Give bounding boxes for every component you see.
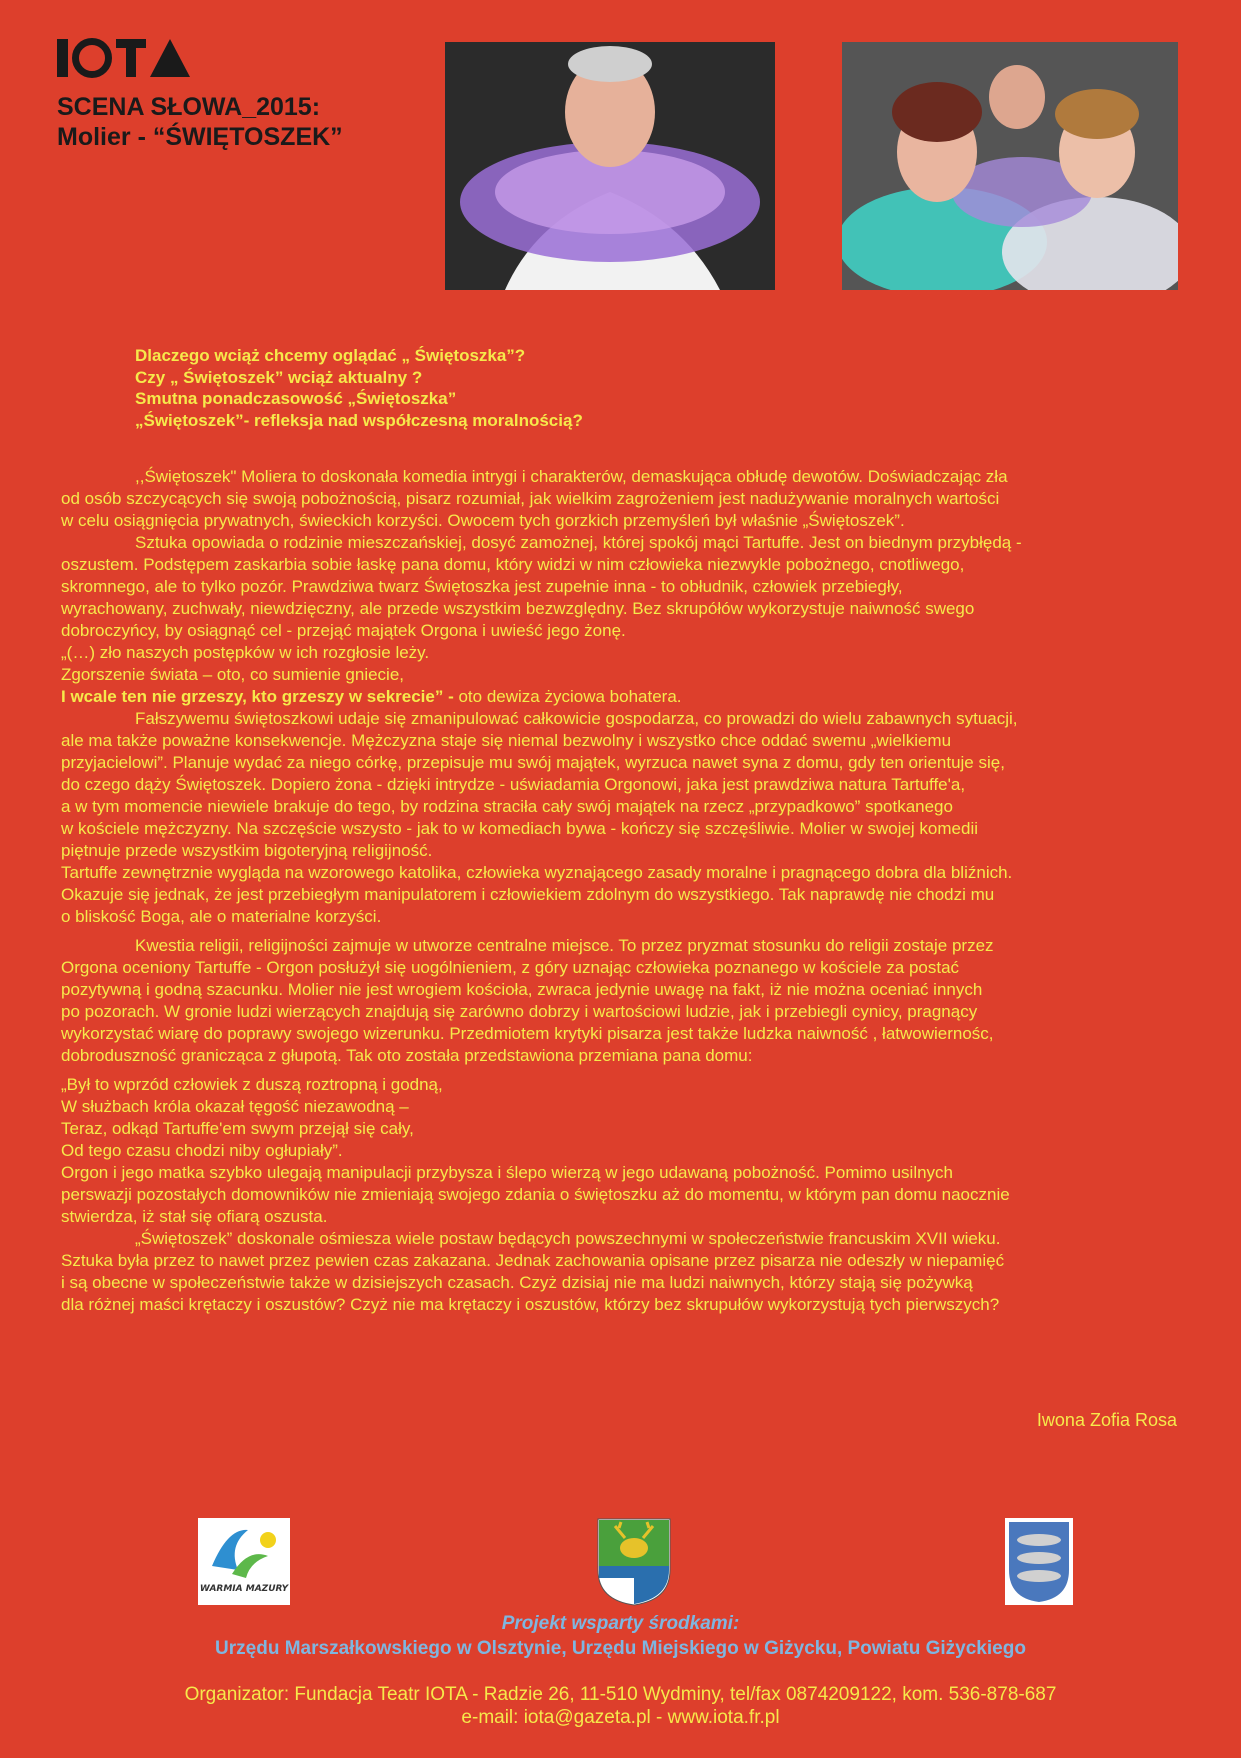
body-line: przyjacielowi”. Planuje wydać za niego córkę, przepisuje mu swój majątek, wyrzuca nawet syna z domu, gdy ten orientuje się, [61, 753, 1005, 772]
photo-actors-group [842, 42, 1178, 290]
organizer-line: Organizator: Fundacja Teatr IOTA - Radzie 26, 11-510 Wydminy, tel/fax 0874209122, kom. 536-878-687 [184, 1684, 1057, 1705]
title-line-1: SCENA SŁOWA_2015: [57, 93, 321, 121]
body-line: Tartuffe zewnętrznie wygląda na wzorowego katolika, człowieka wyznającego zasady moralne i pragnącego dobra dla bliźnich. [61, 863, 1013, 882]
contact-line: e-mail: iota@gazeta.pl - www.iota.fr.pl [461, 1707, 780, 1728]
motto-tail: oto dewiza życiowa bohatera. [453, 687, 682, 706]
body-line: „(…) zło naszych postępków w ich rozgłosie leży. [61, 643, 430, 662]
body-line: oszustem. Podstępem zaskarbia sobie łaskę pana domu, który widzi w nim człowieka niezwykle pobożnego, cnotliwego, [61, 555, 965, 574]
body-line: od osób szczycących się swoją pobożnością, pisarz rozumiał, jak wielkim zagrożeniem jest nadużywanie moralnych wartości [61, 489, 1000, 508]
motto-quote: I wcale ten nie grzeszy, kto grzeszy w sekrecie” - [61, 687, 454, 706]
body-line: i są obecne w społeczeństwie także w dzisiejszych czasach. Czyż dzisiaj nie ma ludzi naiwnych, którzy stają się pożywką [61, 1273, 973, 1292]
page-title [57, 92, 343, 152]
warmia-mazury-logo [198, 1518, 290, 1605]
body-line-motto [61, 686, 1181, 708]
support-title: Projekt wsparty środkami: [501, 1613, 740, 1634]
body-line: ale ma także poważne konsekwencje. Mężczyzna staje się niemal bezwolny i wszystko chce oddać swemu „wielkiemu [61, 731, 952, 750]
powiat-gizycki-coat-of-arms [1005, 1518, 1073, 1605]
iota-logo [57, 38, 190, 78]
body-line: wykorzystać wiarę do poprawy swojego wizerunku. Przedmiotem krytyki pisarza jest także ludzka naiwność , łatwowiernośc, [61, 1024, 994, 1043]
body-line: w celu osiągnięcia prywatnych, świeckich korzyści. Owocem tych gorzkich przemyśleń był właśnie „Świętoszek”. [61, 511, 905, 530]
body-line: Kwestia religii, religijności zajmuje w utworze centralne miejsce. To przez pryzmat stosunku do religii zostaje przez [135, 936, 994, 955]
body-line: Okazuje się jednak, że jest przebiegłym manipulatorem i człowiekiem zdolnym do wszystkiego. Tak naprawdę nie chodzi mu [61, 885, 995, 904]
body-line: dobroczyńcy, by osiągnąć cel - przejąć majątek Orgona i uwieść jego żonę. [61, 621, 626, 640]
body-line: dobroduszność granicząca z głupotą. Tak oto została przedstawiona przemiana pana domu: [61, 1046, 753, 1065]
body-line: a w tym momencie niewiele brakuje do tego, by rodzina straciła cały swój majątek na rzecz „przypadkowo” spotkanego [61, 797, 953, 816]
gizycko-coat-of-arms [597, 1518, 671, 1606]
question: „Świętoszek”- refleksja nad współczesną moralnością? [135, 410, 583, 430]
body-line: Od tego czasu chodzi niby ogłupiały”. [61, 1141, 343, 1160]
body-line: Orgona oceniony Tartuffe - Orgon posłużył się uogólnieniem, z góry uznając człowieka poznanego w kościele za postać [61, 958, 960, 977]
body-line: Sztuka opowiada o rodzinie mieszczańskiej, dosyć zamożnej, której spokój mąci Tartuffe. Jest on biednym przybłędą - [135, 533, 1022, 552]
question: Czy „ Świętoszek” wciąż aktualny ? [135, 367, 423, 387]
body-line: wyrachowany, zuchwały, niewdzięczny, ale przede wszystkim bezwzględny. Bez skrupółów wykorzystuje naiwność swego [61, 599, 975, 618]
body-line: pozytywną i godną szacunku. Molier nie jest wrogiem kościoła, zwraca jedynie uwagę na fakt, iż nie można oceniać innych [61, 980, 983, 999]
body-line: o bliskość Boga, ale o materialne korzyści. [61, 907, 382, 926]
questions-block [135, 345, 583, 431]
body-line: Sztuka była przez to nawet przez pewien czas zakazana. Jednak zachowania opisane przez pisarza nie odeszły w niepamięć [61, 1251, 1005, 1270]
body-line: ,,Świętoszek" Moliera to doskonała komedia intrygi i charakterów, demaskująca obłudę dewotów. Doświadczając zła [135, 467, 1008, 486]
body-line: Orgon i jego matka szybko ulegają manipulacji przybysza i ślepo wierzą w jego udawaną pobożność. Pomimo usilnych [61, 1163, 954, 1182]
body-line: dla różnej maści krętaczy i oszustów? Czyż nie ma krętaczy i oszustów, którzy bez skrupułów wykorzystują tych pierwszych? [61, 1295, 1000, 1314]
body-line: Fałszywemu świętoszkowi udaje się zmanipulować całkowicie gospodarza, co prowadzi do wielu zabawnych sytuacji, [135, 709, 1018, 728]
body-line: Teraz, odkąd Tartuffe'em swym przejął się cały, [61, 1119, 414, 1138]
body-line: do czego dąży Świętoszek. Dopiero żona - dzięki intrydze - uświadamia Orgonowi, jaka jest prawdziwa natura Tartuffe'a, [61, 775, 966, 794]
article-body [61, 466, 1181, 1316]
body-line: „Był to wprzód człowiek z duszą roztropną i godną, [61, 1075, 443, 1094]
body-line: W służbach króla okazał tęgość niezawodną – [61, 1097, 409, 1116]
question: Smutna ponadczasowość „Świętoszka” [135, 389, 457, 408]
body-line: „Świętoszek” doskonale ośmiesza wiele postaw będących powszechnymi w społeczeństwie francuskim XVII wieku. [135, 1229, 1001, 1248]
body-line: Zgorszenie świata – oto, co sumienie gniecie, [61, 665, 405, 684]
body-line: stwierdza, iż stał się ofiarą oszusta. [61, 1207, 328, 1226]
title-line-2: Molier - “ŚWIĘTOSZEK” [57, 123, 343, 151]
photo-actor-ruff [445, 42, 775, 290]
body-line: perswazji pozostałych domowników nie zmieniają swojego zdania o świętoszku aż do momentu, w którym pan domu naocznie [61, 1185, 1010, 1204]
body-line: skromnego, ale to tylko pozór. Prawdziwa twarz Świętoszka jest zupełnie inna - to obłudnik, człowiek przebiegły, [61, 577, 903, 596]
body-line: w kościele mężczyzny. Na szczęście wszysto - jak to w komediach bywa - kończy się szczęśliwie. Molier w swojej komedii [61, 819, 979, 838]
author-signature: Iwona Zofia Rosa [1036, 1410, 1177, 1430]
warmia-logo-text: WARMIA MAZURY [199, 1584, 289, 1594]
support-line: Urzędu Marszałkowskiego w Olsztynie, Urzędu Miejskiego w Giżycku, Powiatu Giżyckiego [215, 1638, 1026, 1659]
body-line: po pozorach. W gronie ludzi wierzących znajdują się zarówno dobrzy i wartościowi ludzie, jak i przebiegli cynicy, pragnący [61, 1002, 978, 1021]
question: Dlaczego wciąż chcemy oglądać „ Świętoszka”? [135, 346, 526, 365]
body-line: piętnuje przede wszystkim bigoteryjną religijność. [61, 841, 433, 860]
